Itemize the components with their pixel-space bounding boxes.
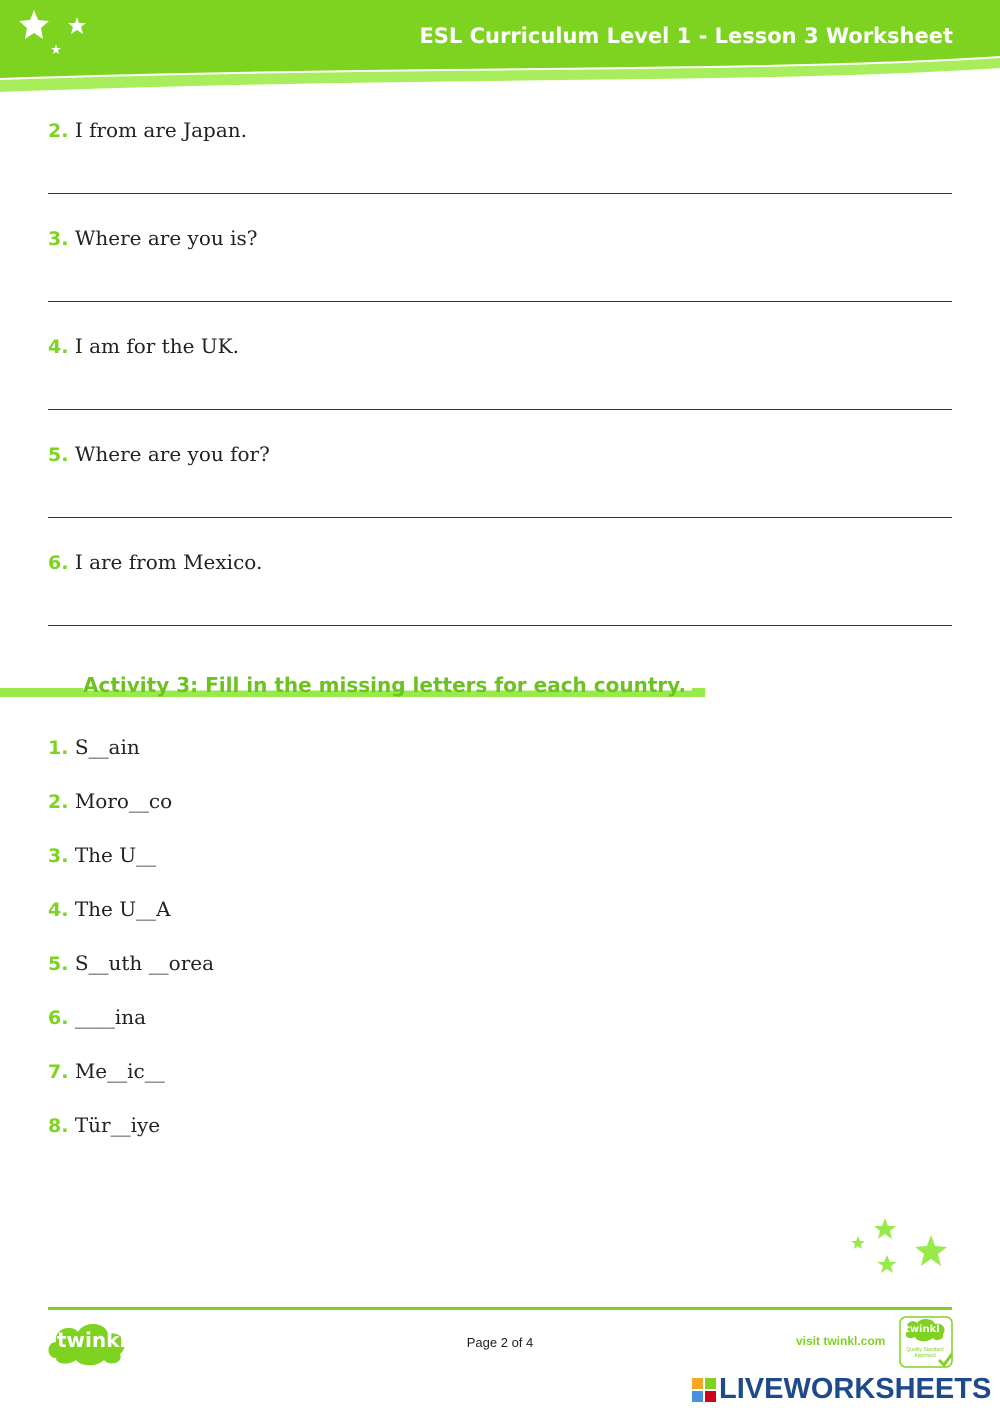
sentence-item — [48, 442, 270, 466]
item-number: 5. — [48, 444, 69, 466]
item-number: 2. — [48, 791, 69, 813]
item-number: 6. — [48, 552, 69, 574]
item-text: Where are you for? — [74, 442, 270, 466]
badge-logo-text: twinkl — [905, 1324, 940, 1335]
sentence-item — [48, 550, 262, 574]
visit-link[interactable]: visit twinkl.com — [796, 1334, 886, 1348]
fill-in-item — [48, 951, 214, 975]
page-number: Page 2 of 4 — [466, 1335, 534, 1350]
liveworksheets-watermark: LIVEWORKSHEETS — [719, 1373, 992, 1405]
item-text[interactable]: S__ain — [74, 735, 140, 759]
answer-line[interactable] — [48, 301, 952, 302]
worksheet-title: ESL Curriculum Level 1 - Lesson 3 Worksheet — [419, 24, 953, 48]
item-number: 3. — [48, 845, 69, 867]
item-text[interactable]: Moro__co — [74, 789, 173, 813]
item-number: 1. — [48, 737, 69, 759]
fill-in-item — [48, 897, 171, 921]
sentence-item — [48, 334, 239, 358]
fill-in-item — [48, 843, 156, 867]
item-number: 8. — [48, 1115, 69, 1137]
sentence-item — [48, 226, 257, 250]
twinkl-logo-text: twinkl — [57, 1328, 127, 1352]
item-text[interactable]: The U__A — [74, 897, 171, 921]
fill-in-item — [48, 735, 140, 759]
answer-line[interactable] — [48, 193, 952, 194]
item-text[interactable]: Tür__iye — [74, 1113, 161, 1137]
item-number: 2. — [48, 120, 69, 142]
liveworksheets-logo-icon — [692, 1378, 716, 1402]
item-number: 5. — [48, 953, 69, 975]
item-text[interactable]: Me__ic__ — [74, 1059, 165, 1083]
fill-in-item — [48, 1059, 165, 1083]
item-number: 4. — [48, 336, 69, 358]
item-text[interactable]: ____ina — [74, 1005, 147, 1029]
item-text: Where are you is? — [74, 226, 258, 250]
decorative-stars-icon — [845, 1215, 955, 1285]
answer-line[interactable] — [48, 409, 952, 410]
item-text: I from are Japan. — [74, 118, 247, 142]
item-number: 4. — [48, 899, 69, 921]
fill-in-item — [48, 1113, 160, 1137]
header-banner — [0, 0, 1000, 100]
page-header — [0, 0, 1000, 100]
item-number: 3. — [48, 228, 69, 250]
badge-caption: Quality Standard Approved — [906, 1347, 944, 1359]
item-text: I are from Mexico. — [74, 550, 263, 574]
item-number: 7. — [48, 1061, 69, 1083]
sentence-item — [48, 118, 247, 142]
fill-in-item — [48, 789, 172, 813]
fill-in-item — [48, 1005, 146, 1029]
activity-heading: Activity 3: Fill in the missing letters for each country. — [83, 673, 692, 697]
answer-line[interactable] — [48, 517, 952, 518]
item-number: 6. — [48, 1007, 69, 1029]
answer-line[interactable] — [48, 625, 952, 626]
item-text: I am for the UK. — [74, 334, 239, 358]
item-text[interactable]: S__uth __orea — [74, 951, 215, 975]
item-text[interactable]: The U__ — [74, 843, 157, 867]
footer-divider — [48, 1307, 952, 1310]
